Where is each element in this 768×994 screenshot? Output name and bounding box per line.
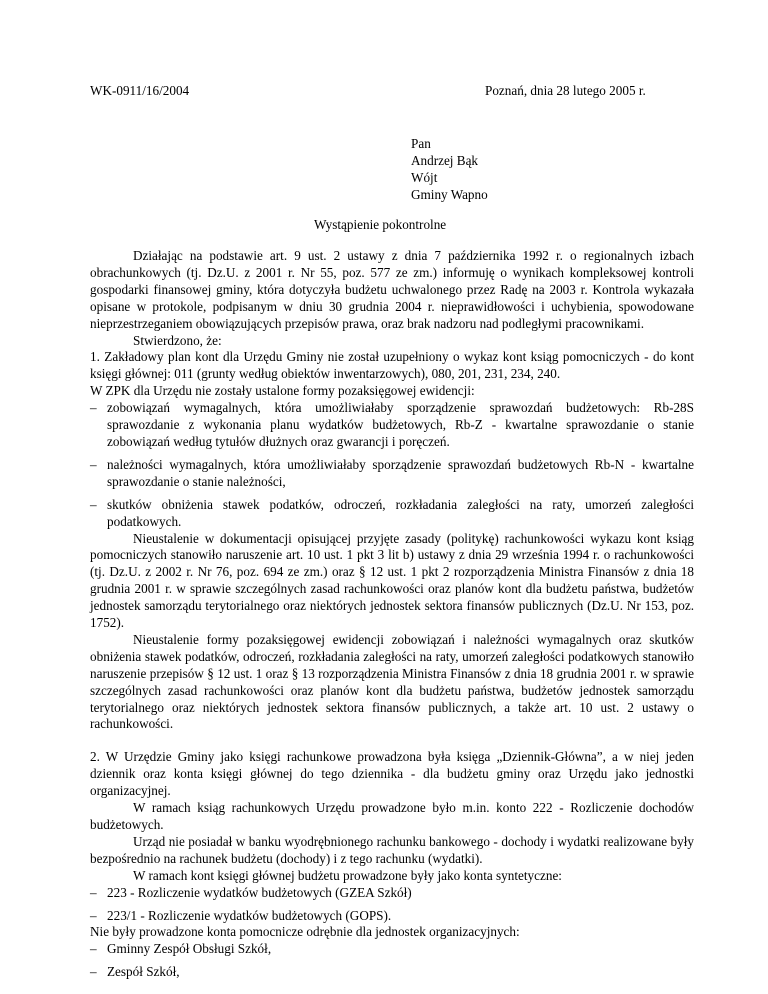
- document-reference-number: WK-0911/16/2004: [90, 83, 190, 98]
- document-title: Wystąpienie pokontrolne: [314, 217, 447, 232]
- dash-bullet: –: [90, 456, 97, 472]
- synthetic-accounts-paragraph: W ramach kont księgi głównej budżetu prowadzone były jako konta syntetyczne:: [133, 867, 562, 883]
- document-body: [90, 248, 694, 981]
- dash-bullet: –: [90, 884, 97, 900]
- dash-bullet: –: [90, 964, 97, 980]
- dash-bullet: –: [90, 400, 97, 416]
- list-item: [90, 885, 694, 902]
- list-item-text: należności wymagalnych, która umożliwiałaby sporządzenie sprawozdań budżetowych Rb-N - kwartalne sprawozdanie o stanie należności,: [107, 456, 694, 489]
- list-item-text: skutków obniżenia stawek podatków, odroczeń, rozkładania zaległości na raty, umorzeń zaległości podatkowych.: [107, 496, 694, 529]
- recipient-salutation: Pan: [411, 136, 431, 151]
- list-item-text: 223 - Rozliczenie wydatków budżetowych (GZEA Szkół): [107, 884, 412, 900]
- bank-account-paragraph: Urząd nie posiadał w banku wyodrębnionego rachunku bankowego - dochody i wydatki realizowane były bezpośrednio na rachunek budżetu (dochody) i z tego rachunku (wydatki).: [90, 833, 694, 866]
- list-item: [90, 497, 694, 531]
- list-item: [90, 964, 694, 981]
- dash-bullet: –: [90, 941, 97, 957]
- violation-paragraph-b: Nieustalenie formy pozaksięgowej ewidencji zobowiązań i należności wymagalnych oraz skutków obniżenia stawek podatków, odroczeń, rozkładania zaległości na raty, umorzeń zaległości podatkowych stanowiło naruszenie przepisów § 12 ust. 1 oraz § 13 rozporządzenia Ministra Finansów z dnia 18 grudnia 2001 r. w sprawie szczególnych zasad rachunkowości oraz planów kont dla budżetu państwa, budżetów jednostek samorządu terytorialnego oraz niektórych jednostek sektora finansów publicznych, a także art. 10 ust. 2 ustawy o rachunkowości.: [90, 631, 694, 732]
- list-item: [90, 908, 694, 925]
- dash-bullet: –: [90, 496, 97, 512]
- list-item-text: Gminny Zespół Obsługi Szkół,: [107, 941, 272, 957]
- list-item: [90, 400, 694, 451]
- recipient-position: Wójt: [411, 170, 438, 185]
- findings-lead: Stwierdzono, że:: [133, 332, 222, 348]
- intro-paragraph: Działając na podstawie art. 9 ust. 2 ustawy z dnia 7 października 1992 r. o regionalnych izbach obrachunkowych (tj. Dz.U. z 2001 r. Nr 55, poz. 577 ze zm.) informuję o wynikach kompleksowej kontroli gospodarki finansowej gminy, która dotyczyła budżetu uchwalonego przez Radę na 2003 r. Kontrola wykazała opisane w protokole, podpisanym w dniu 30 grudnia 2004 r. nieprawidłowości i uchybienia, spowodowane nieprzestrzeganiem obowiązujących przepisów prawa, oraz brak nadzoru nad podległymi pracownikami.: [90, 248, 694, 331]
- point-1-paragraph: 1. Zakładowy plan kont dla Urzędu Gminy nie został uzupełniony o wykaz kont ksiąg pomocniczych - do kont księgi głównej: 011 (grunty według obiektów inwentarzowych), 080, 201, 231, 234, 240.: [90, 349, 694, 382]
- zpk-intro-paragraph: W ZPK dla Urzędu nie zostały ustalone formy pozaksięgowej ewidencji:: [90, 383, 475, 399]
- list-item-text: 223/1 - Rozliczenie wydatków budżetowych (GOPS).: [107, 907, 392, 923]
- list-item: [90, 457, 694, 491]
- place-and-date: Poznań, dnia 28 lutego 2005 r.: [485, 83, 646, 98]
- auxiliary-accounts-paragraph: Nie były prowadzone konta pomocnicze odrębnie dla jednostek organizacyjnych:: [90, 924, 520, 940]
- list-item: [90, 941, 694, 958]
- recipient-institution: Gminy Wapno: [411, 187, 488, 202]
- point-2-paragraph: 2. W Urzędzie Gminy jako księgi rachunkowe prowadzona była księga „Dziennik-Główna”, a w niej jeden dziennik oraz konta księgi głównej do tego dziennika - dla budżetu gminy oraz Urzędu jako jednostki organizacyjnej.: [90, 749, 694, 799]
- dash-bullet: –: [90, 907, 97, 923]
- account-222-paragraph: W ramach ksiąg rachunkowych Urzędu prowadzone było m.in. konto 222 - Rozliczenie dochodów budżetowych.: [90, 800, 694, 832]
- violation-paragraph-a: Nieustalenie w dokumentacji opisującej przyjęte zasady (politykę) rachunkowości wykazu kont ksiąg pomocniczych stanowiło naruszenie art. 10 ust. 1 pkt 3 lit b) ustawy z dnia 29 września 1994 r. o rachunkowości (tj. Dz.U. z 2002 r. Nr 76, poz. 694 ze zm.) oraz § 12 ust. 1 pkt 2 rozporządzenia Ministra Finansów z dnia 18 grudnia 2001 r. w sprawie szczególnych zasad rachunkowości oraz planów kont dla budżetu państwa, budżetów jednostek samorządu terytorialnego oraz niektórych jednostek sektora finansów publicznych (Dz.U. Nr 153, poz. 1752).: [90, 530, 694, 631]
- list-item-text: Zespół Szkół,: [107, 964, 180, 980]
- list-item-text: zobowiązań wymagalnych, która umożliwiałaby sporządzenie sprawozdań budżetowych: Rb-28S sprawozdanie z wykonania planu wydatków budżetowych, Rb-Z - kwartalne sprawozdanie o stanie zobowiązań według tytułów dłużnych oraz gwarancji i poręczeń.: [107, 400, 694, 449]
- recipient-name: Andrzej Bąk: [411, 153, 479, 168]
